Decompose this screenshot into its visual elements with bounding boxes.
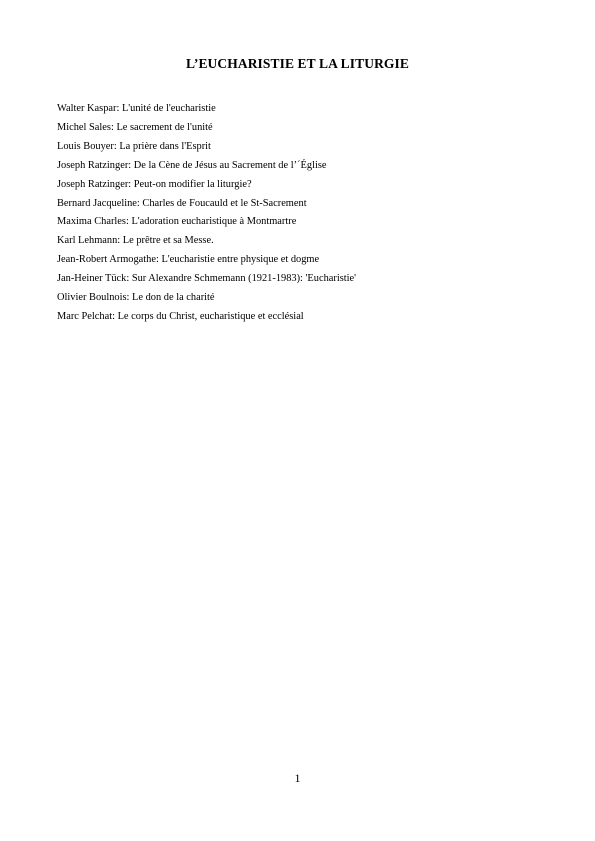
toc-entry-4: Joseph Ratzinger: De la Cène de Jésus au Sacrement de l’´Église bbox=[57, 159, 327, 171]
toc-entry-2: Michel Sales: Le sacrement de l'unité bbox=[57, 121, 213, 133]
toc-entry-8: Karl Lehmann: Le prêtre et sa Messe. bbox=[57, 235, 214, 247]
toc-entry-6: Bernard Jacqueline: Charles de Foucauld et le St-Sacrement bbox=[57, 197, 307, 209]
toc-entry-1: Walter Kaspar: L'unité de l'eucharistie bbox=[57, 103, 216, 114]
toc-entry-9: Jean-Robert Armogathe: L'eucharistie entre physique et dogme bbox=[57, 254, 320, 266]
page-number: 1 bbox=[294, 771, 301, 785]
toc-entry-3: Louis Bouyer: La prière dans l'Esprit bbox=[57, 140, 211, 152]
toc-entry-10: Jan-Heiner Tück: Sur Alexandre Schmemann (1921-1983): 'Eucharistie' bbox=[57, 273, 357, 285]
toc-entry-5: Joseph Ratzinger: Peut-on modifier la liturgie? bbox=[57, 178, 252, 190]
toc-entry-7: Maxima Charles: L'adoration eucharistique à Montmartre bbox=[57, 216, 297, 228]
toc-entry-11: Olivier Boulnois: Le don de la charité bbox=[57, 292, 215, 304]
document-title: L’EUCHARISTIE ET LA LITURGIE bbox=[185, 56, 409, 71]
toc-entry-12: Marc Pelchat: Le corps du Christ, eucharistique et ecclésial bbox=[57, 310, 304, 322]
table-of-contents bbox=[57, 100, 557, 327]
